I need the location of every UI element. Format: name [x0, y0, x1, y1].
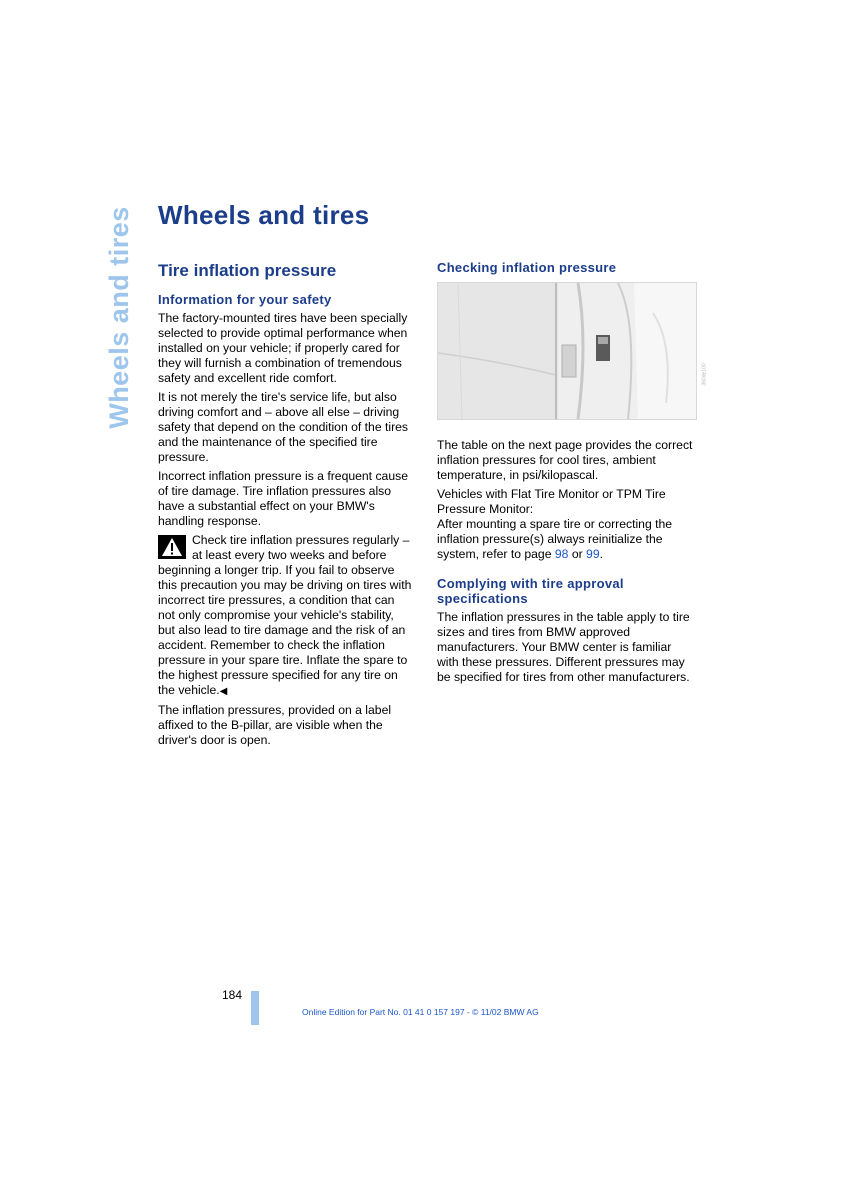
- page-title: Wheels and tires: [158, 200, 370, 230]
- tire-monitor-heading: Vehicles with Flat Tire Monitor or TPM Tire Pressure Monitor:: [437, 487, 666, 516]
- subsection-title-safety: Information for your safety: [158, 292, 332, 307]
- paragraph-pressure-table: The table on the next page provides the correct inflation pressures for cool tires, ambient temperature, in psi/kilopascal.: [437, 438, 693, 482]
- left-column: [158, 260, 414, 752]
- end-of-note-icon: ◀: [219, 686, 228, 697]
- door-pillar-drawing: [438, 283, 696, 419]
- tire-monitor-or: or: [568, 547, 587, 561]
- page-ref-98-link[interactable]: 98: [554, 547, 569, 561]
- paragraph-b-pillar-label: The inflation pressures, provided on a label affixed to the B-pillar, are visible when the driver's door is open.: [158, 703, 392, 747]
- tire-monitor-period: .: [599, 547, 603, 561]
- page-number: 184: [222, 988, 243, 1002]
- figure-id: 360de100: [701, 363, 708, 386]
- section-title-checking-pressure: Checking inflation pressure: [437, 260, 617, 275]
- warning-triangle-icon: [158, 535, 186, 559]
- section-title-tire-approval: Complying with tire approval specifications: [437, 576, 624, 606]
- page-number-bar: [251, 991, 259, 1025]
- section-title-tire-inflation: Tire inflation pressure: [158, 261, 337, 280]
- page-ref-99-link[interactable]: 99: [586, 547, 600, 561]
- paragraph-approved-tires: The inflation pressures in the table apply to tire sizes and tires from BMW approved manufacturers. Your BMW center is familiar with these pressures. Different pressures may be specified for tires from other manufacturers.: [437, 610, 690, 684]
- side-tab: [103, 204, 135, 430]
- warning-text: Check tire inflation pressures regularly – at least every two weeks and before beginning a longer trip. If you fail to observe this precaution you may be driving on tires with incorrect tire pressures, a condition that can not only compromise your vehicle's stability, but also lead to tire damage and the risk of an accident. Remember to check the inflation pressure in your spare tire. Inflate the spare to the highest pressure specified for any tire on the vehicle.: [158, 533, 412, 697]
- tire-monitor-text: After mounting a spare tire or correcting the inflation pressure(s) always reinitialize the system, refer to page: [437, 517, 673, 561]
- footer-edition-note: Online Edition for Part No. 01 41 0 157 197 - © 11/02 BMW AG: [302, 1007, 539, 1017]
- warning-note: [158, 533, 414, 699]
- right-column: [437, 260, 708, 689]
- paragraph-incorrect-pressure: Incorrect inflation pressure is a frequent cause of tire damage. Tire inflation pressures also have a substantial effect on your BMW's handling response.: [158, 469, 408, 528]
- paragraph-service-life: It is not merely the tire's service life, but also driving comfort and – above all else – driving safety that depend on the condition of the tires and the maintenance of the specified tire pressure.: [158, 390, 409, 464]
- side-tab-label: Wheels and tires: [103, 205, 134, 429]
- paragraph-factory-tires: The factory-mounted tires have been specially selected to provide optimal performance when installed on your vehicle; if properly cared for they will furnish a combination of tremendous safety and excellent ride comfort.: [158, 311, 408, 385]
- b-pillar-label-illustration: [437, 282, 708, 420]
- paragraph-tire-monitor: [437, 487, 693, 562]
